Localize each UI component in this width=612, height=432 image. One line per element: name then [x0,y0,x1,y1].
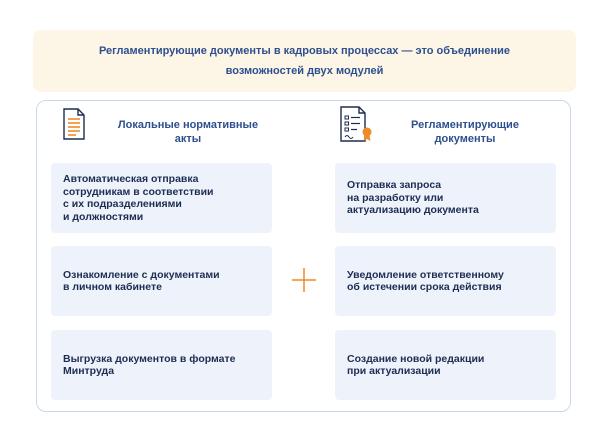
right-card-1-text: Отправка запроса на разработку или актуализацию документа [347,179,479,217]
banner-text: Регламентирующие документы в кадровых процессах — это объединение возможностей двух модулей [98,45,511,77]
right-column-title [390,118,540,146]
right-card-2 [335,246,556,316]
plus-icon [291,267,317,293]
right-card-3 [335,330,556,400]
left-column-title [102,118,274,146]
right-card-2-text: Уведомление ответственному об истечении срока действия [347,268,504,293]
document-lines-icon [63,108,85,140]
left-card-1-text: Автоматическая отправка сотрудникам в соответствии с их подразделениями и должностями [63,173,214,223]
left-card-2-text: Ознакомление с документами в личном кабинете [63,268,220,293]
left-card-2 [51,246,272,316]
left-card-3-text: Выгрузка документов в формате Минтруда [63,352,236,377]
right-card-1 [335,163,556,233]
checklist-document-icon [340,106,374,142]
left-card-1 [51,163,272,233]
header-banner [33,30,576,92]
left-card-3 [51,330,272,400]
left-title-text: Локальные нормативные акты [117,119,259,145]
right-title-text: Регламентирующие документы [411,119,519,145]
right-card-3-text: Создание новой редакции при актуализации [347,352,485,377]
